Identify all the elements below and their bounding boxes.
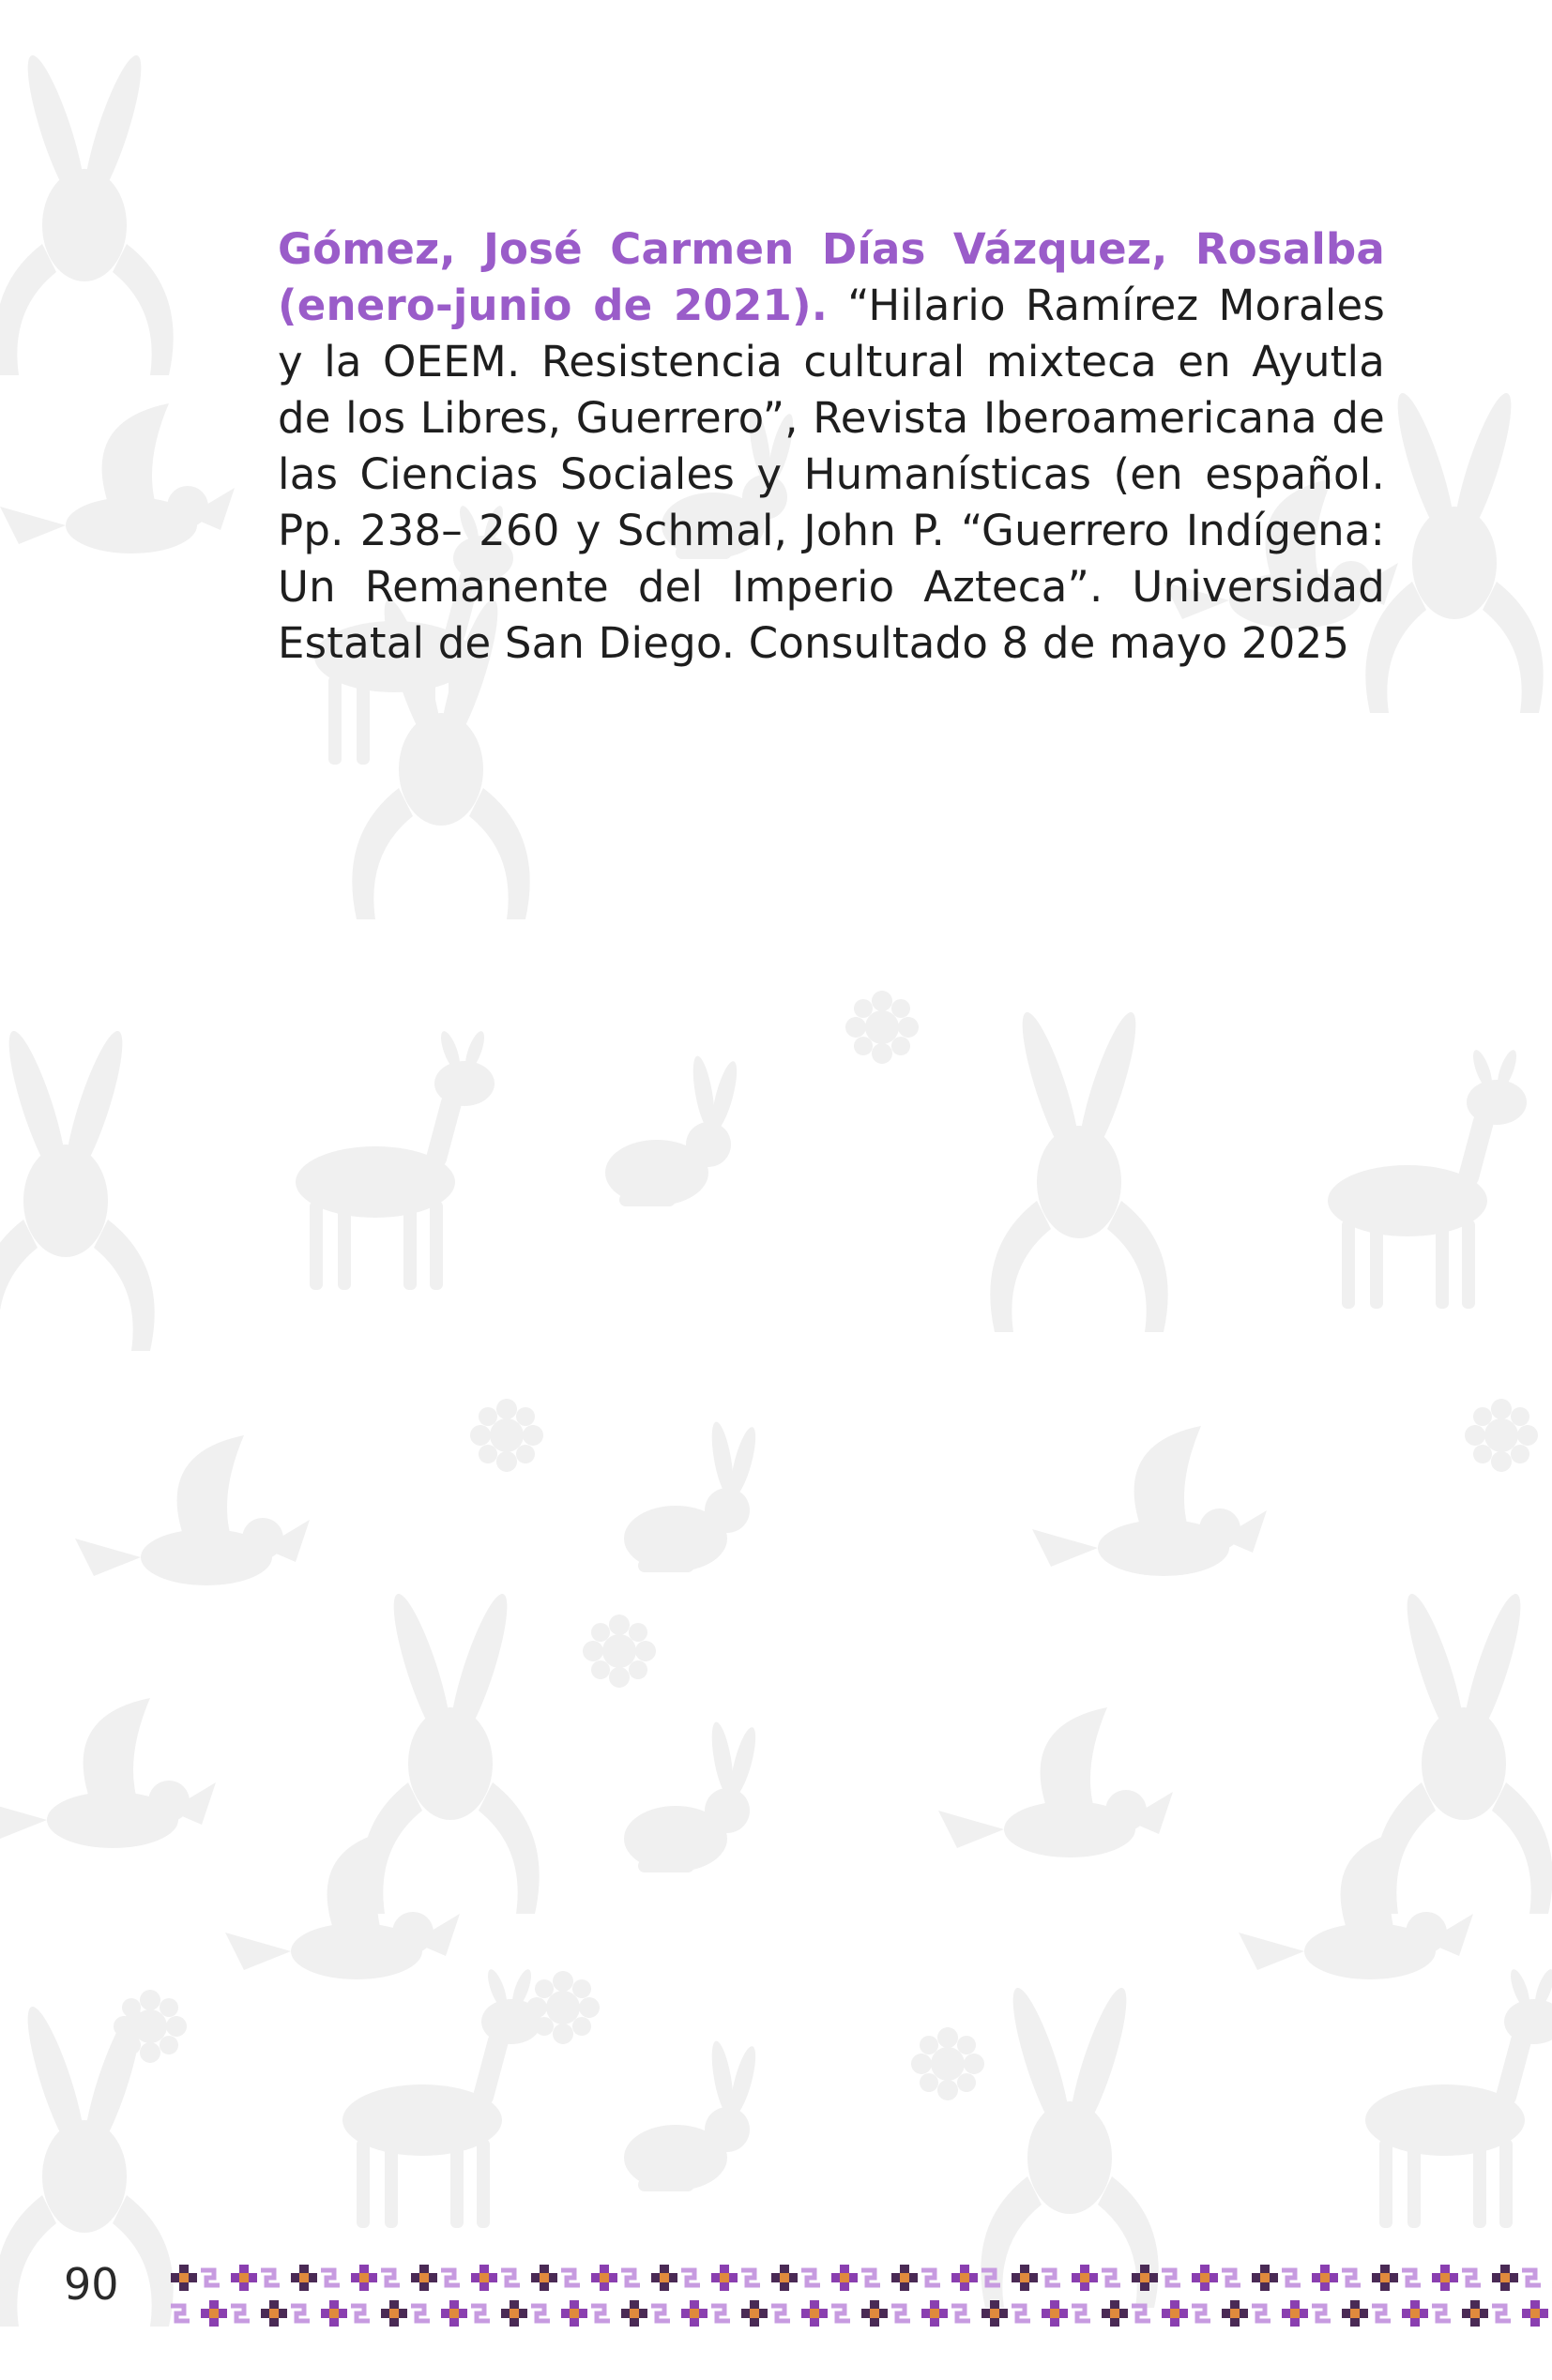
- border-curl-motif: [1402, 2270, 1421, 2285]
- border-curl-motif: [1432, 2306, 1451, 2321]
- border-flower-motif: [171, 2265, 197, 2291]
- border-flower-motif: [771, 2265, 798, 2291]
- border-curl-motif: [981, 2270, 1000, 2285]
- border-curl-motif: [1072, 2306, 1090, 2321]
- border-flower-motif: [1042, 2300, 1068, 2327]
- border-curl-motif: [831, 2306, 850, 2321]
- border-flower-motif: [261, 2300, 287, 2327]
- border-curl-motif: [1102, 2270, 1120, 2285]
- border-curl-motif: [1132, 2306, 1150, 2321]
- border-curl-motif: [501, 2270, 520, 2285]
- border-curl-motif: [1192, 2306, 1210, 2321]
- border-curl-motif: [351, 2306, 370, 2321]
- border-curl-motif: [171, 2306, 190, 2321]
- border-flower-motif: [1252, 2265, 1278, 2291]
- border-curl-motif: [921, 2270, 940, 2285]
- reference-author: Gómez, José Carmen Días Vázquez, Rosalba (enero-junio de 2021).: [278, 224, 1385, 330]
- border-curl-motif: [801, 2270, 820, 2285]
- border-flower-motif: [891, 2265, 918, 2291]
- border-flower-motif: [1402, 2300, 1428, 2327]
- border-curl-motif: [321, 2270, 340, 2285]
- border-curl-motif: [471, 2306, 490, 2321]
- border-flower-motif: [1312, 2265, 1338, 2291]
- border-curl-motif: [951, 2306, 970, 2321]
- border-curl-motif: [261, 2270, 280, 2285]
- border-flower-motif: [801, 2300, 828, 2327]
- border-flower-motif: [411, 2265, 437, 2291]
- border-flower-motif: [471, 2265, 497, 2291]
- border-flower-motif: [1192, 2265, 1218, 2291]
- border-curl-motif: [621, 2270, 640, 2285]
- border-flower-motif: [591, 2265, 617, 2291]
- border-flower-motif: [741, 2300, 768, 2327]
- border-curl-motif: [681, 2270, 700, 2285]
- border-flower-motif: [1132, 2265, 1158, 2291]
- embroidered-border-band: [169, 2259, 1552, 2336]
- border-curl-motif: [891, 2306, 910, 2321]
- border-flower-motif: [651, 2265, 677, 2291]
- border-curl-motif: [741, 2270, 760, 2285]
- border-curl-motif: [531, 2306, 550, 2321]
- border-curl-motif: [861, 2270, 880, 2285]
- border-curl-motif: [1252, 2306, 1271, 2321]
- border-flower-motif: [321, 2300, 347, 2327]
- border-flower-motif: [1012, 2265, 1038, 2291]
- border-flower-motif: [951, 2265, 978, 2291]
- border-flower-motif: [231, 2265, 257, 2291]
- border-curl-motif: [771, 2306, 790, 2321]
- border-flower-motif: [831, 2265, 858, 2291]
- border-flower-motif: [561, 2300, 587, 2327]
- border-flower-motif: [1102, 2300, 1128, 2327]
- border-flower-motif: [1462, 2300, 1488, 2327]
- border-flower-motif: [861, 2300, 888, 2327]
- border-curl-motif: [1312, 2306, 1331, 2321]
- border-curl-motif: [1222, 2270, 1240, 2285]
- page-number: 90: [64, 2259, 119, 2310]
- reference-text: “Hilario Ramírez Morales y la OEEM. Resistencia cultural mixteca en Ayutla de los Libres, Guerrero”, Revista Iberoamericana de las Ciencias Sociales y Humanísticas (en español. Pp. 238– 260 y Schmal, John P. “Guerrero Indígena: Un Remanente del Imperio Azteca”. Universidad Estatal de San Diego. Consultado 8 de mayo 2025: [278, 280, 1385, 668]
- border-curl-motif: [1372, 2306, 1391, 2321]
- border-curl-motif: [441, 2270, 460, 2285]
- border-flower-motif: [1162, 2300, 1188, 2327]
- border-flower-motif: [1522, 2300, 1548, 2327]
- border-curl-motif: [1012, 2306, 1030, 2321]
- border-flower-motif: [1222, 2300, 1248, 2327]
- border-curl-motif: [1462, 2270, 1481, 2285]
- border-curl-motif: [591, 2306, 610, 2321]
- border-flower-motif: [621, 2300, 647, 2327]
- border-curl-motif: [711, 2306, 730, 2321]
- bibliography-entry: [278, 221, 1385, 672]
- border-curl-motif: [291, 2306, 310, 2321]
- border-flower-motif: [981, 2300, 1008, 2327]
- border-curl-motif: [1342, 2270, 1361, 2285]
- border-flower-motif: [711, 2265, 738, 2291]
- border-curl-motif: [1492, 2306, 1511, 2321]
- border-flower-motif: [501, 2300, 527, 2327]
- border-flower-motif: [531, 2265, 557, 2291]
- border-curl-motif: [1042, 2270, 1060, 2285]
- border-flower-motif: [1342, 2300, 1368, 2327]
- border-flower-motif: [201, 2300, 227, 2327]
- border-flower-motif: [291, 2265, 317, 2291]
- border-flower-motif: [921, 2300, 948, 2327]
- border-flower-motif: [1372, 2265, 1398, 2291]
- border-flower-motif: [681, 2300, 708, 2327]
- border-flower-motif: [441, 2300, 467, 2327]
- border-flower-motif: [1282, 2300, 1308, 2327]
- border-curl-motif: [381, 2270, 400, 2285]
- border-flower-motif: [1072, 2265, 1098, 2291]
- border-curl-motif: [1282, 2270, 1301, 2285]
- border-curl-motif: [1522, 2270, 1541, 2285]
- border-curl-motif: [651, 2306, 670, 2321]
- border-curl-motif: [201, 2270, 220, 2285]
- border-flower-motif: [1492, 2265, 1518, 2291]
- border-curl-motif: [1162, 2270, 1180, 2285]
- border-curl-motif: [411, 2306, 430, 2321]
- border-flower-motif: [381, 2300, 407, 2327]
- border-curl-motif: [561, 2270, 580, 2285]
- border-flower-motif: [1432, 2265, 1458, 2291]
- border-curl-motif: [231, 2306, 250, 2321]
- border-flower-motif: [351, 2265, 377, 2291]
